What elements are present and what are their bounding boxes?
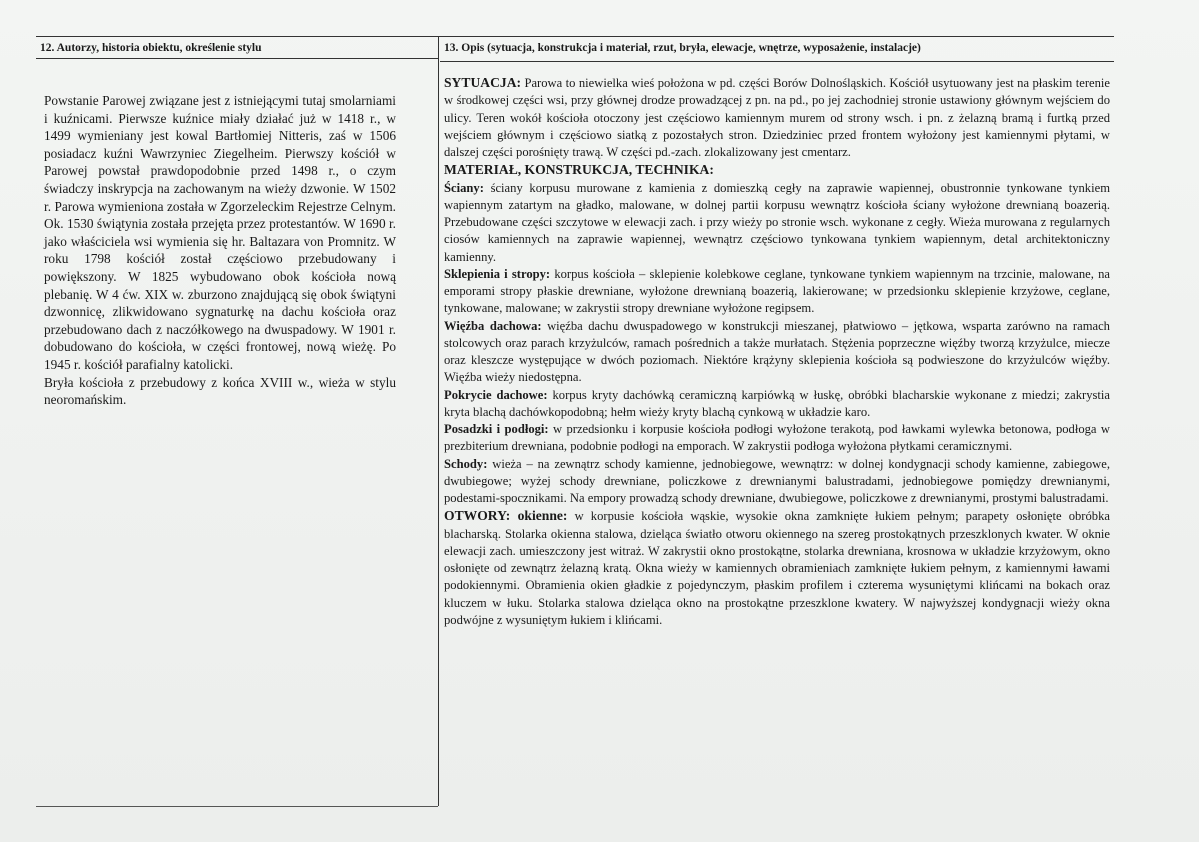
left-header-rule [36, 58, 438, 59]
history-column [44, 92, 396, 409]
section-text: w przedsionku i korpusie kościoła podłogi wyłożone terakotą, pod ławkami wylewka betonowa, podłoga w prezbiterium drewniana, podobnie podłogi na emporach. W zakrystii podłoga wyłożona płytkami ceramicznymi. [444, 422, 1110, 454]
section-text: korpus kościoła – sklepienie kolebkowe ceglane, tynkowane tynkiem wapiennym na trzcinie, malowane, na emporami stropy płaskie drewniane, wyłożone drewnianą boazerią, lakierowane; w przedsionku sklepienie krzyżowe, ceglane, tynkowane, malowane; w zakrystii stropy drewniane wyłożone regipsem. [444, 266, 1110, 316]
right-column-header: 13. Opis (sytuacja, konstrukcja i materiał, rzut, bryła, elewacje, wnętrze, wyposażenie, instalacje) [444, 42, 921, 54]
section-text: wieża – na zewnątrz schody kamienne, jednobiegowe, wewnątrz: w dolnej kondygnacji schody kamienne, zabiegowe, dwubiegowe; wyżej schody drewniane, policzkowe z drewnianymi balustradami, jednobiegowe pomiędzy drewnianymi, podestami-spocznikami. Na empory prowadzą schody drewniane, dwubiegowe, policzkowe z drewnianymi, prostymi balustradami. [444, 456, 1110, 505]
section-label: Więźba dachowa: [444, 318, 542, 333]
section-roof-truss [444, 318, 1110, 387]
section-text: korpus kryty dachówką ceramiczną karpiówką w łuskę, obróbki blacharskie wykonane z miedzi; zakrystia kryta blachą dachówkopodobną; hełm wieży kryty blachą cynkową w układzie karo. [444, 387, 1110, 419]
section-label: Posadzki i podłogi: [444, 422, 549, 436]
section-label: MATERIAŁ, KONSTRUKCJA, TECHNIKA: [444, 162, 714, 178]
section-vaults [444, 266, 1110, 318]
history-paragraph: Powstanie Parowej związane jest z istniejącymi tutaj smolarniami i kuźnicami. Pierwsze kuźnice miały działać już w 1418 r., w 1499 wymieniany jest kowal Bartłomiej Nitteris, zaś w 1506 posiadacz kuźni Wawrzyniec Ziegelheim. Pierwszy kościół w Parowej powstał prawdopodobnie przed 1498 r., o czym świadczy inskrypcja na zachowanym na wieży dzwonie. W 1502 r. Parowa wymieniona została w Zgorzeleckim Rejestrze Celnym. Ok. 1530 świątynia została przejęta przez protestantów. W 1690 r. jako właściciela wsi wymienia się hr. Baltazara von Promnitz. W roku 1798 kościół został częściowo przebudowany i powiększony. W 1825 wybudowano obok kościoła nową plebanię. W 4 ćw. XIX w. zburzono znajdującą się obok świątyni dzwonnicę, zlikwidowano sygnaturkę na dachu kościoła oraz przebudowano dach z naczółkowego na dwuspadowy. W 1901 r. dobudowano do kościoła, w części frontowej, nową wieżę. Po 1945 r. kościół parafialny katolicki. [44, 93, 396, 372]
left-bottom-rule [36, 806, 438, 807]
section-label: Schody: [444, 456, 488, 471]
section-label: SYTUACJA: [444, 75, 522, 90]
left-column-header: 12. Autorzy, historia obiektu, określenie stylu [40, 42, 262, 54]
section-roofing [444, 387, 1110, 422]
section-text: ściany korpusu murowane z kamienia z domieszką cegły na zaprawie wapiennej, obustronnie tynkowane tynkiem wapiennym zatartym na gładko, malowane, w dolnej partii korpusu wewnątrz kościoła ściany wyłożone drewnianą boazerią. Przebudowane części szczytowe w elewacji zach. i przy wieży po stronie wsch. wykonane z cegły. Wieża murowana z regularnych ciosów kamiennych na zaprawie wapiennej, wewnątrz częściowo tynkowana tynkiem wapiennym, detal architektoniczny kamienny. [444, 180, 1110, 264]
section-text: więźba dachu dwuspadowego w konstrukcji mieszanej, płatwiowo – jętkowa, wsparta zarówno na ramach stolcowych oraz parach krzyżulców, ramach pośrednich a także murłatach. Stężenia poprzeczne więźby tworzą krzyżulce, miecze oraz kleszcze występujące w dwóch poziomach. Niektóre krążyny sklepienia kościoła są podwieszone do krzyżulców więźby. Więźba wieży niedostępna. [444, 318, 1110, 385]
section-situation [444, 74, 1110, 161]
section-label: Ściany: [444, 180, 484, 195]
section-floors [444, 421, 1110, 456]
section-text: w korpusie kościoła wąskie, wysokie okna zamknięte łukiem pełnym; parapety osłonięte obróbka blacharską. Stolarka okienna stalowa, dzieląca światło otworu okiennego na szereg prostokątnych przeszklonych kwater. W oknie elewacji zach. umieszczony jest witraż. W zakrystii okno prostokątne, stolarka drewniana, krosnowa w układzie krzyżowym, okno osłonięte od zewnątrz żelazną kratą. Okna wieży w kamiennych obramieniach zamknięte łukiem pełnym, z kamiennymi ławami podokiennymi. Obramienia okien gładkie z pojedynczym, płaskim profilem i czterema wysuniętymi klińcami na bokach oraz kluczem w łuku. Stolarka stalowa dzieląca okno na prostokątne przeszklone kwatery. W najwyższej kondygnacji wieży okna podwójne z wysuniętym łukiem i klińcami. [444, 509, 1110, 627]
section-openings [444, 507, 1110, 629]
section-text: Parowa to niewielka wieś położona w pd. części Borów Dolnośląskich. Kościół usytuowany jest na płaskim terenie w środkowej części wsi, przy głównej drodze prowadzącej z pn. na pd., po jej zachodniej stronie ustawiony głównym wejściem do ulicy. Teren wokół kościoła otoczony jest częściowo kamiennym murem od strony wsch. i pn. z żelazną bramą i furtką przed wejściem głównym i częściowo siatką z pozostałych stron. Dziedziniec przed frontem wyłożony jest kamiennymi płytami, w dalszej części porośnięty trawą. W części pd.-zach. zlokalizowany jest cmentarz. [444, 76, 1110, 159]
style-paragraph: Bryła kościoła z przebudowy z końca XVIII w., wieża w stylu neoromańskim. [44, 374, 396, 408]
section-walls [444, 180, 1110, 266]
section-label: Sklepienia i stropy: [444, 266, 551, 281]
section-label: Pokrycie dachowe: [444, 387, 548, 402]
right-header-rule [440, 61, 1114, 62]
description-column [444, 74, 1110, 629]
section-material [444, 161, 1110, 179]
column-divider [438, 36, 439, 806]
section-label: OTWORY: okienne: [444, 508, 568, 524]
top-rule [36, 36, 1114, 37]
section-stairs [444, 456, 1110, 508]
